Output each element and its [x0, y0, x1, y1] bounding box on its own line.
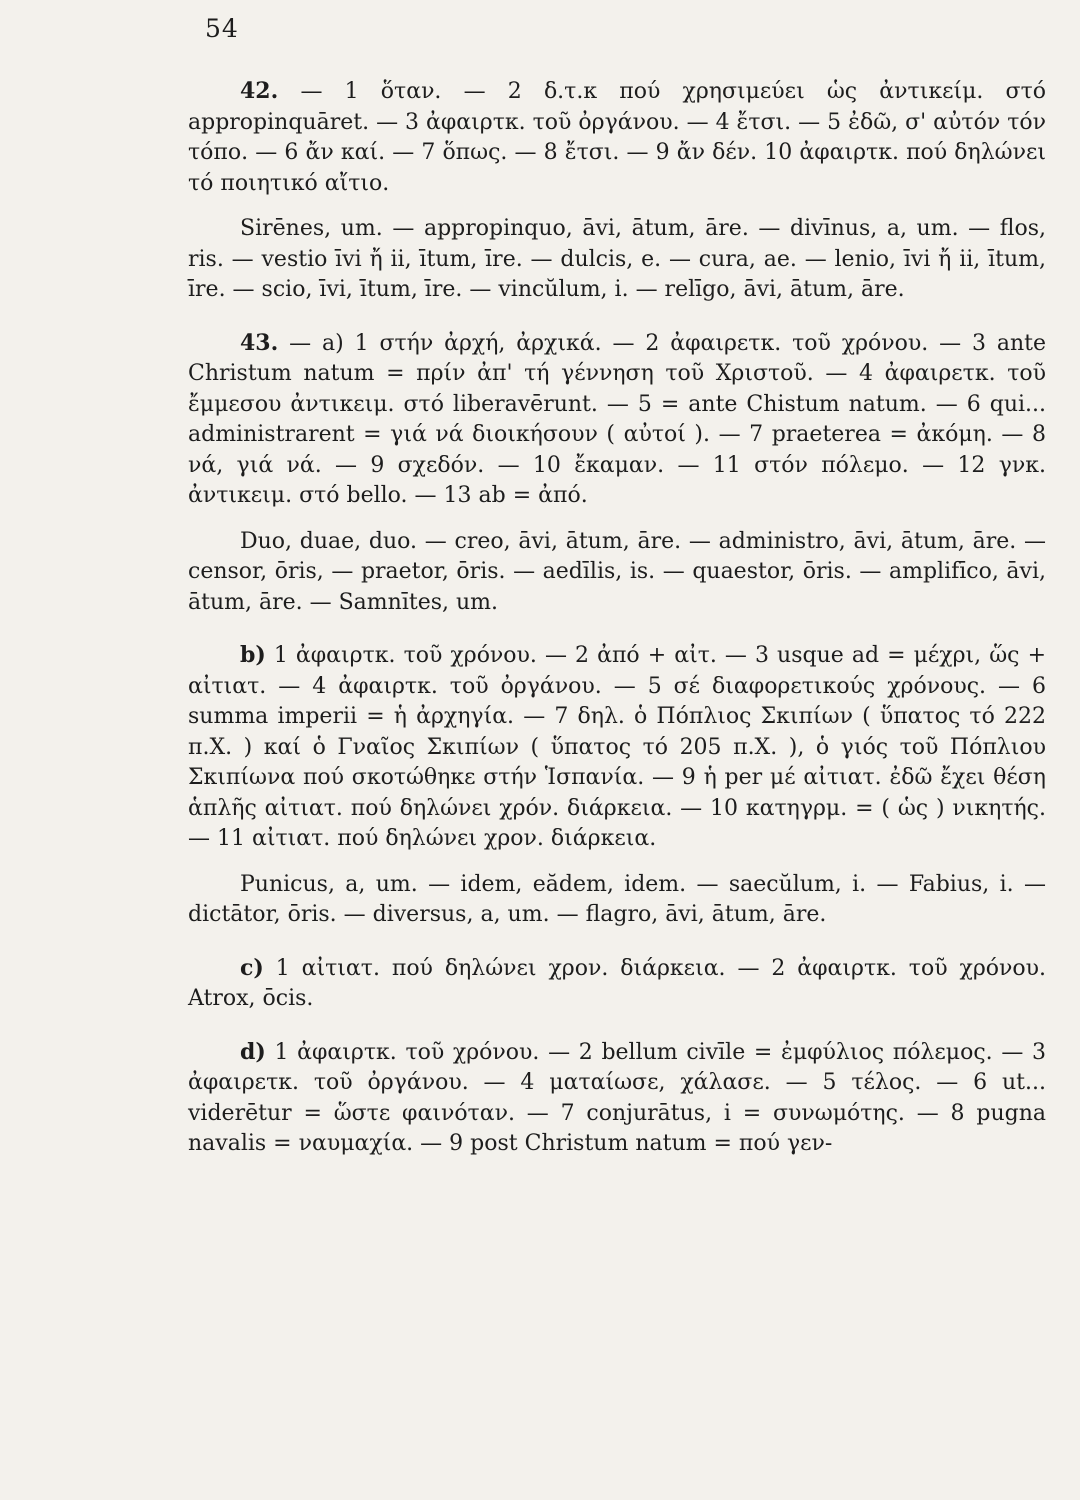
- section-label: 42.: [240, 78, 279, 104]
- paragraph-text: Sirēnes, um. — appropinquo, āvi, ātum, āre. — divīnus, a, um. — flos, ris. — vestio īvi ἤ ii, ītum, īre. — dulcis, e. — cura, ae. — lenio, īvi ἤ ii, ītum, īre. — scio, īvi, ītum, īre. — vincŭlum, i. — relīgo, āvi, ātum, āre.: [188, 216, 1046, 302]
- paragraph-text: 1 αἰτιατ. πού δηλώνει χρον. διάρκεια. — 2 ἀφαιρτκ. τοῦ χρόνου. Atrox, ōcis.: [188, 955, 1046, 1011]
- paragraph-text: — a) 1 στήν ἀρχή, ἀρχικά. — 2 ἀφαιρετκ. τοῦ χρόνου. — 3 ante Christum natum = πρίν ἀπ' τή γέννηση τοῦ Χριστοῦ. — 4 ἀφαιρετκ. τοῦ ἔμμεσου ἀντικειμ. στό liberavērunt. — 5 = ante Chistum natum. — 6 qui... administrarent = γιά νά διοικήσουν ( αὐτοί ). — 7 praeterea = ἀκόμη. — 8 νά, γιά νά. — 9 σχεδόν. — 10 ἔκαμαν. — 11 στόν πόλεμο. — 12 γνκ. ἀντικειμ. στό bello. — 13 ab = ἀπό.: [188, 330, 1046, 508]
- paragraph-43a-notes: [188, 328, 1046, 512]
- paragraph-43d-notes: [188, 1037, 1046, 1160]
- paragraph-43a-vocabulary: [188, 527, 1046, 619]
- page-number: 54: [205, 14, 239, 43]
- paragraph-42-notes: [188, 76, 1046, 199]
- paragraph-42-vocabulary: [188, 214, 1046, 306]
- paragraph-43b-notes: [188, 640, 1046, 855]
- paragraph-text: 1 ἀφαιρτκ. τοῦ χρόνου. — 2 ἀπό + αἰτ. — 3 usque ad = μέχρι, ὥς + αἰτιατ. — 4 ἀφαιρτκ. τοῦ ὀργάνου. — 5 σέ διαφορετικούς χρόνους. — 6 summa imperii = ἡ ἀρχηγία. — 7 δηλ. ὁ Πόπλιος Σκιπίων ( ὕπατος τό 222 π.Χ. ) καί ὁ Γναῖος Σκιπίων ( ὕπατος τό 205 π.Χ. ), ὁ γιός τοῦ Πόπλιου Σκιπίωνα πού σκοτώθηκε στήν Ἱσπανία. — 9 ἡ per μέ αἰτιατ. ἐδῶ ἔχει θέση ἁπλῆς αἰτιατ. πού δηλώνει χρόν. διάρκεια. — 10 κατηγρμ. = ( ὡς ) νικητής. — 11 αἰτιατ. πού δηλώνει χρον. διάρκεια.: [188, 643, 1046, 851]
- paragraph-text: 1 ἀφαιρτκ. τοῦ χρόνου. — 2 bellum civīle = ἐμφύλιος πόλεμος. — 3 ἀφαιρετκ. τοῦ ὀργάνου. — 4 ματαίωσε, χάλασε. — 5 τέλος. — 6 ut... viderētur = ὥστε φαινόταν. — 7 conjurātus, i = συνωμότης. — 8 pugna navalis = ναυμαχία. — 9 post Christum natum = πού γεν-: [188, 1039, 1046, 1156]
- section-label: d): [240, 1038, 266, 1065]
- paragraph-text: Punicus, a, um. — idem, eădem, idem. — saecŭlum, i. — Fabius, i. — dictātor, ōris. — diversus, a, um. — flagro, āvi, ātum, āre.: [188, 871, 1046, 927]
- paragraph-43c-notes: [188, 953, 1046, 1015]
- paragraph-43b-vocabulary: [188, 870, 1046, 931]
- section-label: c): [240, 954, 264, 981]
- text-column: [188, 76, 1046, 1160]
- section-label: 43.: [240, 329, 279, 356]
- paragraph-text: — 1 ὅταν. — 2 δ.τ.κ πού χρησιμεύει ὡς ἀντικείμ. στό appropinquāret. — 3 ἀφαιρτκ. τοῦ ὀργάνου. — 4 ἔτσι. — 5 ἐδῶ, σ' αὐτόν τόν τόπο. — 6 ἄν καί. — 7 ὅπως. — 8 ἔτσι. — 9 ἄν δέν. 10 ἀφαιρτκ. πού δηλώνει τό ποιητικό αἴτιο.: [188, 79, 1046, 196]
- section-label: b): [240, 642, 266, 668]
- paragraph-text: Duo, duae, duo. — creo, āvi, ātum, āre. — administro, āvi, ātum, āre. — censor, ōris, — praetor, ōris. — aedīlis, is. — quaestor, ōris. — amplifīco, āvi, ātum, āre. — Samnītes, um.: [188, 528, 1046, 615]
